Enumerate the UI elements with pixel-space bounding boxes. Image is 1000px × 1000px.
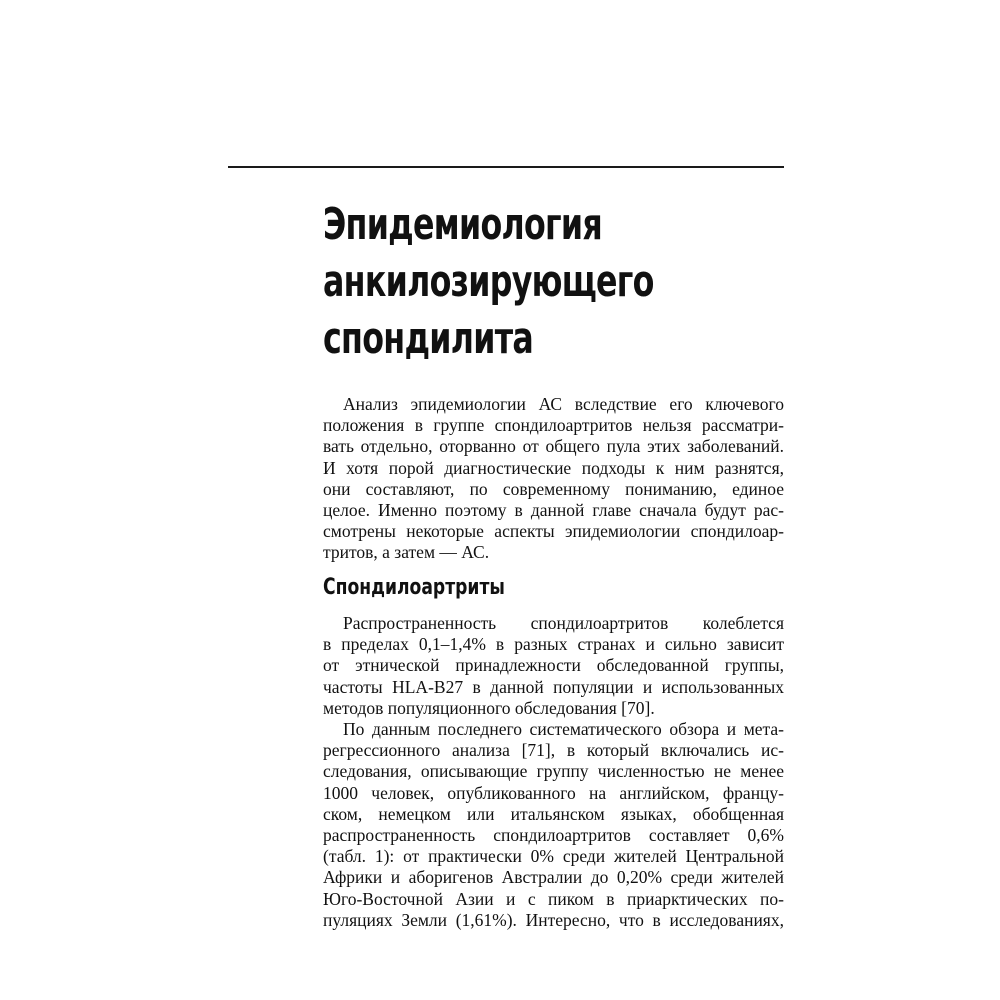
paragraph [323, 719, 784, 931]
text-line: По данным последнего систематического обзора и мета- [343, 719, 784, 740]
text-line: вать отдельно, оторванно от общего пула этих заболеваний. [323, 436, 784, 457]
text-line: Юго-Восточной Азии и с пиком в приарктических по- [323, 888, 784, 909]
text-line: пуляциях Земли (1,61%). Интересно, что в исследованиях, [323, 909, 784, 930]
text-line: распространенность спондилоартритов составляет 0,6% [323, 825, 784, 846]
text-line: в пределах 0,1–1,4% в разных странах и сильно зависит [323, 634, 784, 655]
paragraph [323, 613, 784, 719]
text-line: положения в группе спондилоартритов нельзя рассматри- [323, 415, 784, 436]
text-line: Анализ эпидемиологии АС вследствие его ключевого [343, 394, 784, 414]
text-line: они составляют, по современному пониманию, единое [323, 478, 784, 499]
chapter-title-line: анкилозирующего [323, 256, 654, 307]
chapter-title [323, 196, 661, 367]
text-line: 1000 человек, опубликованного на английском, францу- [323, 782, 784, 803]
text-line: И хотя порой диагностические подходы к ним разнятся, [323, 457, 784, 478]
intro-paragraph [323, 394, 784, 564]
text-line: тритов, а затем — АС. [323, 542, 490, 563]
text-line: Африки и аборигенов Австралии до 0,20% среди жителей [323, 867, 784, 888]
text-line: частоты HLA-B27 в данной популяции и использованных [323, 676, 784, 697]
text-line: следования, описывающие группу численностью не менее [323, 761, 784, 782]
text-line: смотрены некоторые аспекты эпидемиологии спондилоар- [323, 521, 784, 542]
chapter-title-line: спондилита [323, 313, 534, 364]
section-heading: Спондилоартриты [323, 575, 505, 600]
text-line: (табл. 1): от практически 0% среди жителей Центральной [323, 846, 784, 867]
chapter-top-rule [228, 166, 784, 168]
text-line: методов популяционного обследования [70]. [323, 697, 655, 718]
text-line: Распространенность спондилоартритов колеблется [343, 613, 784, 633]
text-line: от этнической принадлежности обследованной группы, [323, 655, 784, 676]
text-line: целое. Именно поэтому в данной главе сначала будут рас- [323, 500, 784, 521]
section-body [323, 613, 784, 931]
text-line: регрессионного анализа [71], в который включались ис- [323, 740, 784, 761]
chapter-title-line: Эпидемиология [323, 199, 602, 250]
text-line: ском, немецком или итальянском языках, обобщенная [323, 803, 784, 824]
